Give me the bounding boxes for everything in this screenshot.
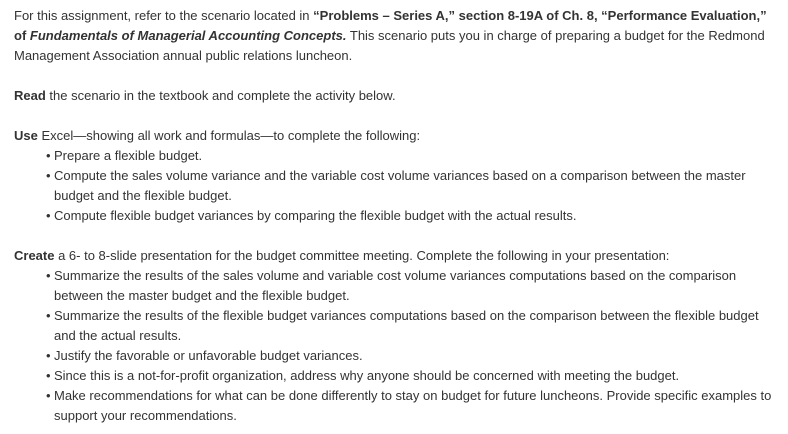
create-text: a 6- to 8-slide presentation for the budget committee meeting. Complete the following in your presentation:: [54, 248, 670, 263]
use-list: [14, 146, 778, 226]
use-text: Excel—showing all work and formulas—to complete the following:: [37, 128, 421, 143]
list-item: • Compute the sales volume variance and the variable cost volume variances based on a comparison between the master budget and the flexible budget.: [46, 166, 778, 206]
list-item: • Since this is a not-for-profit organization, address why anyone should be concerned with meeting the budget.: [46, 366, 778, 386]
list-item: • Summarize the results of the flexible budget variances computations based on the comparison between the flexible budget and the actual results.: [46, 306, 778, 346]
spacer: [14, 66, 778, 86]
create-lead: Create: [14, 248, 55, 263]
read-paragraph: [14, 86, 778, 106]
create-list: [14, 266, 778, 426]
intro-paragraph: [14, 6, 778, 66]
read-lead: Read: [14, 88, 46, 103]
spacer: [14, 106, 778, 126]
create-paragraph: [14, 246, 778, 266]
intro-text-2: This scenario puts you in charge of preparing a budget for the Redmond Management Association annual public relations luncheon.: [14, 28, 765, 63]
read-text: the scenario in the textbook and complete the activity below.: [45, 88, 396, 103]
intro-text-1: For this assignment, refer to the scenario located in: [14, 8, 314, 23]
list-item: • Compute flexible budget variances by comparing the flexible budget with the actual results.: [46, 206, 778, 226]
intro-section-reference: “Problems – Series A,” section 8-19A of Ch. 8, “Performance Evaluation,” of: [14, 8, 767, 43]
list-item: • Prepare a flexible budget.: [46, 146, 778, 166]
list-item: • Make recommendations for what can be done differently to stay on budget for future luncheons. Provide specific examples to support your recommendations.: [46, 386, 778, 426]
use-paragraph: [14, 126, 778, 146]
intro-textbook-title: Fundamentals of Managerial Accounting Concepts.: [29, 28, 347, 43]
spacer: [14, 226, 778, 246]
use-lead: Use: [14, 128, 38, 143]
list-item: • Justify the favorable or unfavorable budget variances.: [46, 346, 778, 366]
list-item: • Summarize the results of the sales volume and variable cost volume variances computations based on the comparison between the master budget and the flexible budget.: [46, 266, 778, 306]
